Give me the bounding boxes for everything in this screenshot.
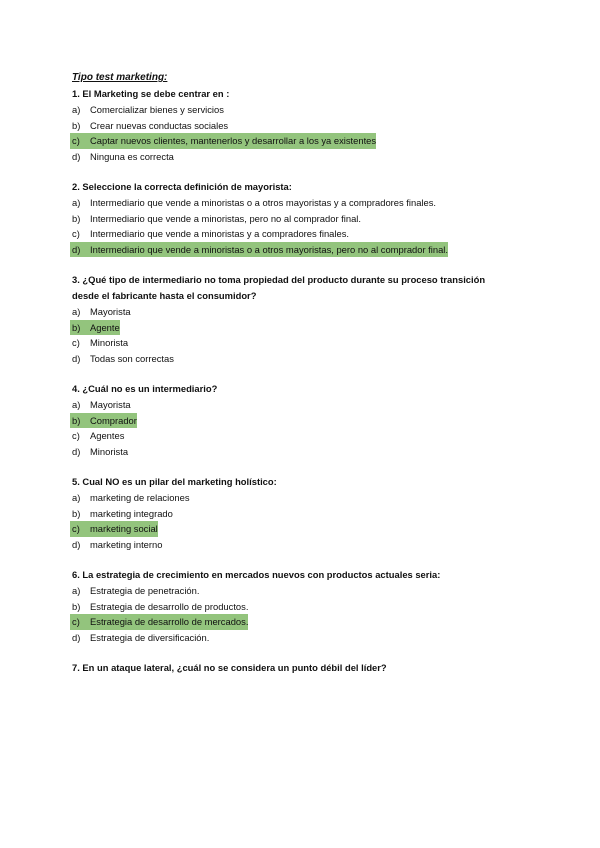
option-d-correct bbox=[72, 242, 542, 258]
option-letter: d) bbox=[72, 631, 81, 643]
option-text: Minorista bbox=[90, 445, 129, 457]
option-a bbox=[72, 102, 542, 118]
question-text: 7. En un ataque lateral, ¿cuál no se considera un punto débil del líder? bbox=[72, 662, 387, 673]
option-text: Estrategia de desarrollo de productos. bbox=[90, 600, 249, 612]
option-b bbox=[72, 599, 542, 615]
option-letter: a) bbox=[72, 197, 81, 208]
option-letter: b) bbox=[72, 414, 81, 426]
option-letter: c) bbox=[72, 228, 80, 239]
option-c-correct bbox=[72, 614, 542, 630]
option-text: Crear nuevas conductas sociales bbox=[90, 119, 229, 131]
question-7 bbox=[72, 660, 542, 676]
document-page bbox=[72, 70, 542, 691]
option-a bbox=[72, 490, 542, 506]
option-list bbox=[72, 397, 542, 459]
option-b bbox=[72, 211, 542, 227]
option-letter: b) bbox=[72, 507, 81, 519]
option-letter: b) bbox=[72, 212, 81, 224]
option-a bbox=[72, 397, 542, 413]
option-letter: b) bbox=[72, 119, 81, 131]
option-d bbox=[72, 149, 542, 165]
option-letter: d) bbox=[72, 352, 81, 364]
option-a bbox=[72, 583, 542, 599]
option-d bbox=[72, 630, 542, 646]
option-c bbox=[72, 226, 542, 242]
option-text: Agentes bbox=[90, 430, 125, 441]
option-text: marketing interno bbox=[90, 538, 163, 550]
question-text-line1: 3. ¿Qué tipo de intermediario no toma propiedad del producto durante su proceso transición bbox=[72, 274, 486, 285]
option-text: Comercializar bienes y servicios bbox=[90, 104, 224, 115]
question-1 bbox=[72, 86, 542, 164]
option-letter: b) bbox=[72, 321, 81, 333]
option-letter: c) bbox=[72, 430, 80, 441]
option-b-correct bbox=[72, 320, 542, 336]
option-b bbox=[72, 506, 542, 522]
option-letter: a) bbox=[72, 104, 81, 115]
option-text: Captar nuevos clientes, mantenerlos y desarrollar a los ya existentes bbox=[90, 133, 376, 149]
option-letter: b) bbox=[72, 600, 81, 612]
question-6 bbox=[72, 567, 542, 645]
option-d bbox=[72, 444, 542, 460]
option-letter: a) bbox=[72, 492, 81, 503]
option-letter: d) bbox=[72, 445, 81, 457]
option-c bbox=[72, 428, 542, 444]
option-text: marketing integrado bbox=[90, 507, 173, 519]
option-text: Intermediario que vende a minoristas o a otros mayoristas, pero no al comprador final. bbox=[90, 242, 448, 258]
option-letter: c) bbox=[72, 523, 80, 534]
option-text: Minorista bbox=[90, 337, 129, 348]
option-list bbox=[72, 583, 542, 645]
option-letter: a) bbox=[72, 306, 81, 317]
option-letter: c) bbox=[72, 337, 80, 348]
option-list bbox=[72, 195, 542, 257]
question-text-line2: desde el fabricante hasta el consumidor? bbox=[72, 290, 257, 301]
option-list bbox=[72, 490, 542, 552]
document-title: Tipo test marketing: bbox=[72, 72, 168, 83]
option-text: Estrategia de penetración. bbox=[90, 585, 200, 596]
option-text: Agente bbox=[90, 320, 120, 336]
option-a bbox=[72, 304, 542, 320]
option-text: marketing social bbox=[90, 521, 158, 537]
question-text: 1. El Marketing se debe centrar en : bbox=[72, 88, 230, 99]
option-letter: a) bbox=[72, 585, 81, 596]
question-3 bbox=[72, 272, 542, 366]
option-text: Estrategia de desarrollo de mercados. bbox=[90, 614, 248, 630]
question-2 bbox=[72, 179, 542, 257]
question-text: 5. Cual NO es un pilar del marketing holístico: bbox=[72, 476, 277, 487]
option-list bbox=[72, 102, 542, 164]
option-d bbox=[72, 351, 542, 367]
question-text: 6. La estrategia de crecimiento en mercados nuevos con productos actuales seria: bbox=[72, 569, 441, 580]
option-letter: d) bbox=[72, 150, 81, 162]
option-text: Mayorista bbox=[90, 399, 131, 410]
option-letter: c) bbox=[72, 135, 80, 146]
option-b bbox=[72, 118, 542, 134]
option-text: marketing de relaciones bbox=[90, 492, 190, 503]
option-text: Intermediario que vende a minoristas, pero no al comprador final. bbox=[90, 212, 361, 224]
option-letter: a) bbox=[72, 399, 81, 410]
option-text: Ninguna es correcta bbox=[90, 150, 174, 162]
question-text: 2. Seleccione la correcta definición de mayorista: bbox=[72, 181, 292, 192]
option-c-correct bbox=[72, 133, 542, 149]
option-text: Estrategia de diversificación. bbox=[90, 631, 210, 643]
option-c bbox=[72, 335, 542, 351]
question-text: 4. ¿Cuál no es un intermediario? bbox=[72, 383, 218, 394]
option-letter: c) bbox=[72, 616, 80, 627]
question-4 bbox=[72, 381, 542, 459]
option-text: Mayorista bbox=[90, 306, 131, 317]
option-c-correct bbox=[72, 521, 542, 537]
option-list bbox=[72, 304, 542, 366]
option-a bbox=[72, 195, 542, 211]
option-text: Comprador bbox=[90, 413, 137, 429]
question-5 bbox=[72, 474, 542, 552]
option-text: Intermediario que vende a minoristas y a compradores finales. bbox=[90, 228, 349, 239]
option-text: Intermediario que vende a minoristas o a otros mayoristas y a compradores finales. bbox=[90, 197, 436, 208]
option-d bbox=[72, 537, 542, 553]
option-letter: d) bbox=[72, 243, 81, 255]
option-b-correct bbox=[72, 413, 542, 429]
option-text: Todas son correctas bbox=[90, 352, 174, 364]
option-letter: d) bbox=[72, 538, 81, 550]
